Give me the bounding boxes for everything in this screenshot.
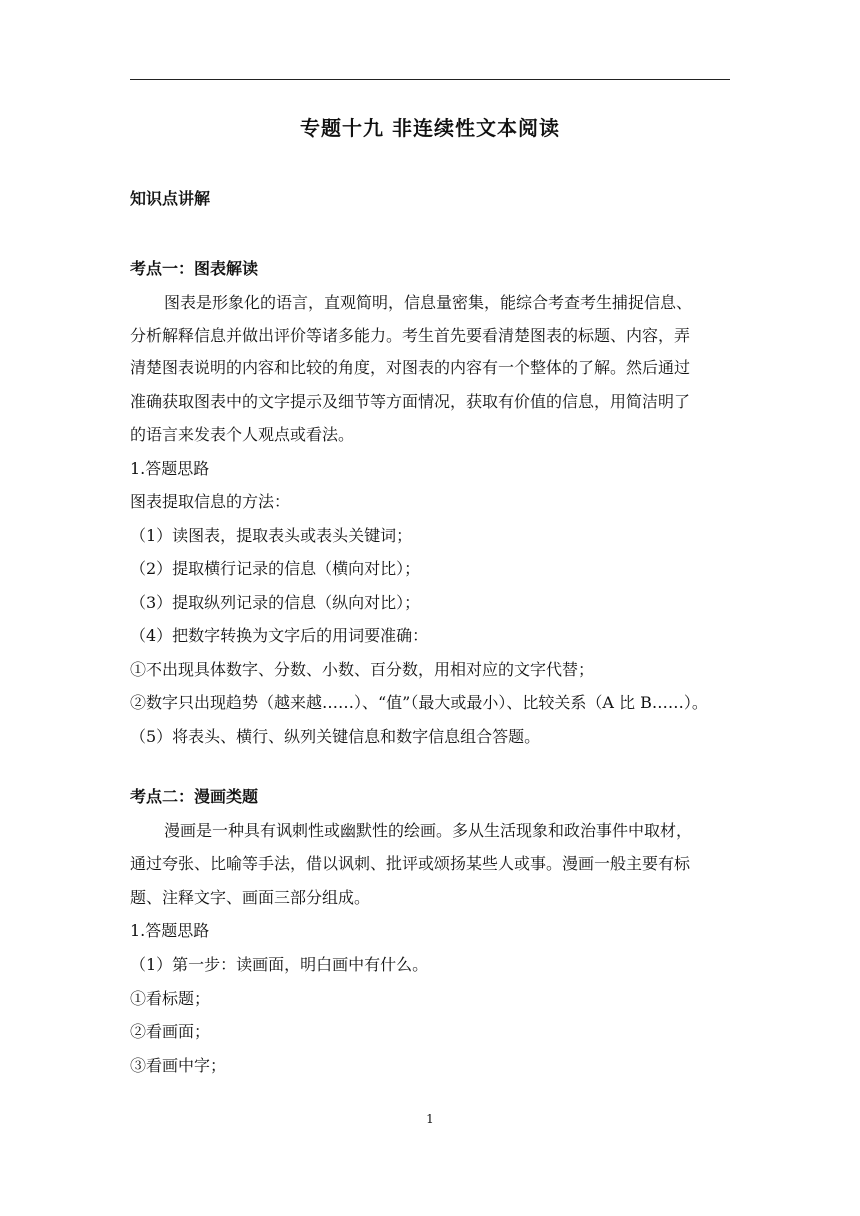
point2-step: ①看标题； [130, 989, 211, 1008]
point1-step: （4）把数字转换为文字后的用词要准确： [130, 626, 429, 645]
point1-subheading: 1.答题思路 [130, 459, 210, 478]
page-title: 专题十九 非连续性文本阅读 [300, 116, 560, 140]
point2-para-line: 通过夸张、比喻等手法，借以讽刺、批评或颂扬某些人或事。漫画一般主要有标 [130, 854, 691, 873]
point1-step: （5）将表头、横行、纵列关键信息和数字信息组合答题。 [130, 727, 541, 746]
point1-heading: 考点一：图表解读 [130, 259, 259, 278]
point1-step: （2）提取横行记录的信息（横向对比）； [130, 559, 421, 578]
point1-step: ②数字只出现趋势（越来越……）、“值”（最大或最小）、比较关系（A 比 B……）。 [130, 693, 708, 712]
section-heading: 知识点讲解 [130, 189, 211, 208]
point2-para-line: 题、注释文字、画面三部分组成。 [130, 888, 371, 907]
point1-para-line: 准确获取图表中的文字提示及细节等方面情况，获取有价值的信息，用简洁明了 [130, 392, 691, 411]
page-number: 1 [426, 1112, 434, 1126]
header-rule [130, 79, 730, 80]
point1-step: （3）提取纵列记录的信息（纵向对比）； [130, 593, 421, 612]
point2-subheading: 1.答题思路 [130, 921, 210, 940]
point2-step: ③看画中字； [130, 1056, 227, 1075]
point2-step: （1）第一步：读画面，明白画中有什么。 [130, 955, 429, 974]
point1-para-line: 的语言来发表个人观点或看法。 [130, 425, 355, 444]
point2-para-line: 漫画是一种具有讽刺性或幽默性的绘画。多从生活现象和政治事件中取材， [164, 821, 693, 840]
point1-para-line: 图表是形象化的语言，直观简明，信息量密集，能综合考查考生捕捉信息、 [164, 293, 693, 312]
point2-step: ②看画面； [130, 1022, 211, 1041]
point2-heading: 考点二：漫画类题 [130, 787, 259, 806]
point1-step: （1）读图表，提取表头或表头关键词； [130, 526, 413, 545]
point1-para-line: 分析解释信息并做出评价等诸多能力。考生首先要看清楚图表的标题、内容，弄 [130, 326, 691, 345]
point1-method: 图表提取信息的方法： [130, 492, 291, 511]
point1-para-line: 清楚图表说明的内容和比较的角度，对图表的内容有一个整体的了解。然后通过 [130, 358, 691, 377]
point1-step: ①不出现具体数字、分数、小数、百分数，用相对应的文字代替； [130, 660, 595, 679]
